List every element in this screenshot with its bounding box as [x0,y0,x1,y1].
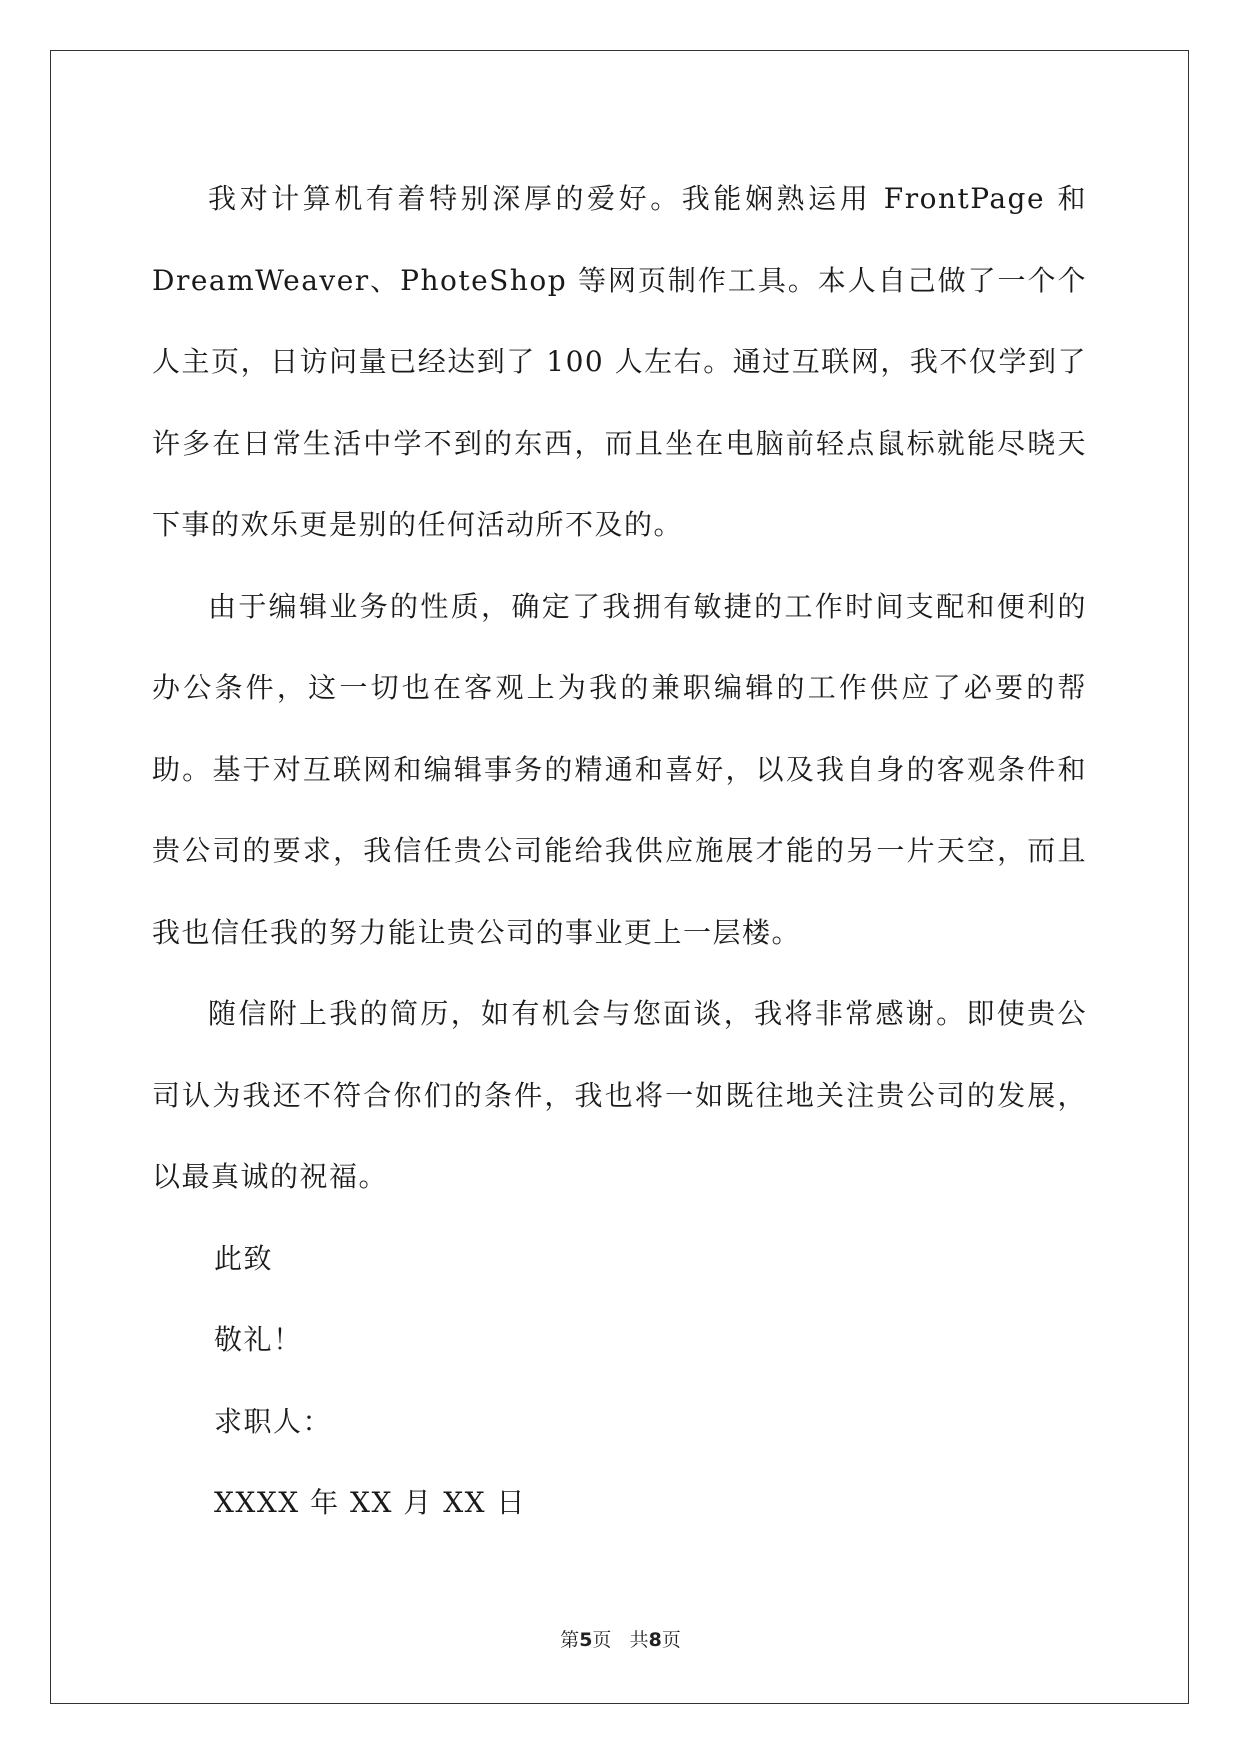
footer-page-prefix: 第 [560,1629,580,1651]
closing-salutation: 此致 [214,1241,274,1275]
paragraph-editing-work: 由于编辑业务的性质，确定了我拥有敏捷的工作时间支配和便利的办公条件，这一切也在客观上为我的兼职编辑的工作供应了必要的帮助。基于对互联网和编辑事务的精通和喜好，以及我自身的客观条件和贵公司的要求，我信任贵公司能给我供应施展才能的另一片天空，而且我也信任我的努力能让贵公司的事业更上一层楼。 [152,589,1087,949]
paragraph-computer-skills: 我对计算机有着特别深厚的爱好。我能娴熟运用 FrontPage 和 DreamWeaver、PhoteShop 等网页制作工具。本人自己做了一个个人主页，日访问量已经达到了 100 人左右。通过互联网，我不仅学到了许多在日常生活中学不到的东西，而且坐在电脑前轻点鼠标就能尽晓天下事的欢乐更是别的任何活动所不及的。 [152,182,1087,541]
footer-total-prefix: 共 [629,1629,649,1651]
closing-applicant: 求职人： [214,1404,333,1438]
footer-total-unit: 页 [661,1629,681,1651]
footer-page-total: 8 [648,1629,662,1651]
footer-page-current: 5 [579,1629,593,1651]
letter-body [152,158,1087,1544]
page-footer [0,1628,1241,1652]
closing-regards: 敬礼！ [214,1323,303,1356]
footer-page-unit: 页 [592,1629,612,1651]
paragraph-resume-attached: 随信附上我的简历，如有机会与您面谈，我将非常感谢。即使贵公司认为我还不符合你们的条件，我也将一如既往地关注贵公司的发展，以最真诚的祝福。 [152,997,1087,1193]
closing-date: XXXX 年 XX 月 XX 日 [214,1486,526,1519]
